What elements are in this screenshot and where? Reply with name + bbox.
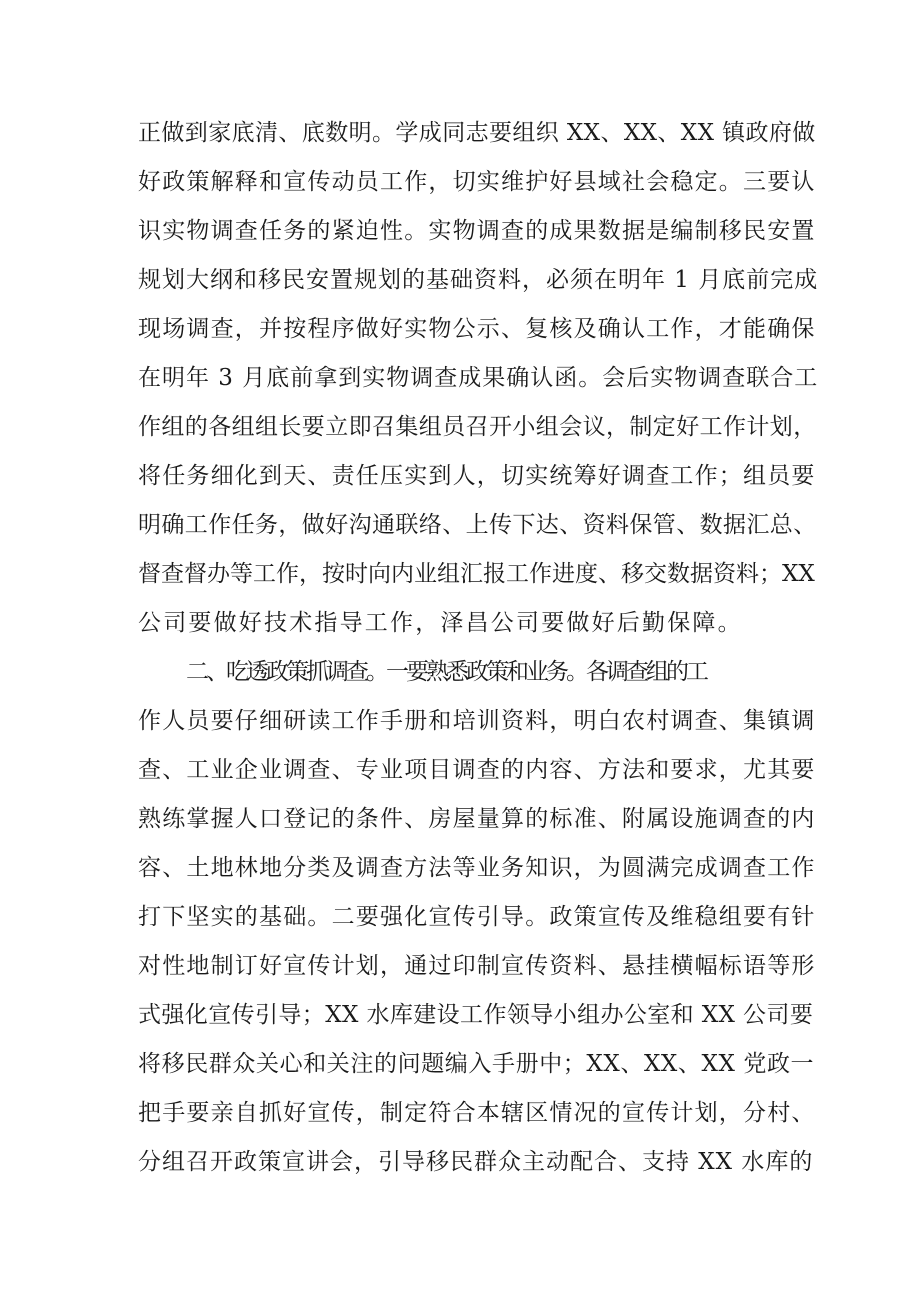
text-line: 分组召开政策宣讲会，引导移民群众主动配合、支持 XX 水库的 — [138, 1149, 814, 1175]
text-line: 将任务细化到天、责任压实到人，切实统筹好调查工作；组员要 — [138, 463, 816, 489]
text-line: 作组的各组组长要立即召集组员召开小组会议，制定好工作计划， — [138, 414, 817, 440]
text-line: 识实物调查任务的紧迫性。实物调查的成果数据是编制移民安置 — [138, 218, 816, 244]
text-line: 好政策解释和宣传动员工作，切实维护好县域社会稳定。三要认 — [138, 169, 816, 195]
text-line: 容、土地林地分类及调查方法等业务知识，为圆满完成调查工作 — [138, 855, 816, 881]
text-line: 对性地制订好宣传计划，通过印制宣传资料、悬挂横幅标语等形 — [138, 953, 816, 979]
text-line: 作人员要仔细研读工作手册和培训资料，明白农村调查、集镇调 — [138, 708, 816, 734]
text-line: 正做到家底清、底数明。学成同志要组织 XX、XX、XX 镇政府做 — [138, 120, 816, 146]
text-line: 现场调查，并按程序做好实物公示、复核及确认工作，才能确保 — [138, 316, 816, 342]
text-line: 把手要亲自抓好宣传，制定符合本辖区情况的宣传计划，分村、 — [138, 1100, 816, 1126]
text-line: 将移民群众关心和关注的问题编入手册中；XX、XX、XX 党政一 — [138, 1051, 815, 1077]
text-line: 规划大纲和移民安置规划的基础资料，必须在明年 1 月底前完成 — [138, 267, 819, 293]
text-line: 督查督办等工作，按时向内业组汇报工作进度、移交数据资料；XX — [138, 561, 815, 587]
text-line: 明确工作任务，做好沟通联络、上传下达、资料保管、数据汇总、 — [138, 512, 817, 538]
text-line: 熟练掌握人口登记的条件、房屋量算的标准、附属设施调查的内 — [138, 806, 816, 832]
text-line: 查、工业企业调查、专业项目调查的内容、方法和要求，尤其要 — [138, 757, 816, 783]
section-heading-line: 二、吃透政策抓调查。一要熟悉政策和业务。各调查组的工 — [186, 659, 706, 685]
text-line: 在明年 3 月底前拿到实物调查成果确认函。会后实物调查联合工 — [138, 365, 819, 391]
text-line: 式强化宣传引导；XX 水库建设工作领导小组办公室和 XX 公司要 — [138, 1002, 814, 1028]
text-line: 公司要做好技术指导工作，泽昌公司要做好后勤保障。 — [138, 610, 743, 636]
text-line: 打下坚实的基础。二要强化宣传引导。政策宣传及维稳组要有针 — [138, 904, 816, 930]
